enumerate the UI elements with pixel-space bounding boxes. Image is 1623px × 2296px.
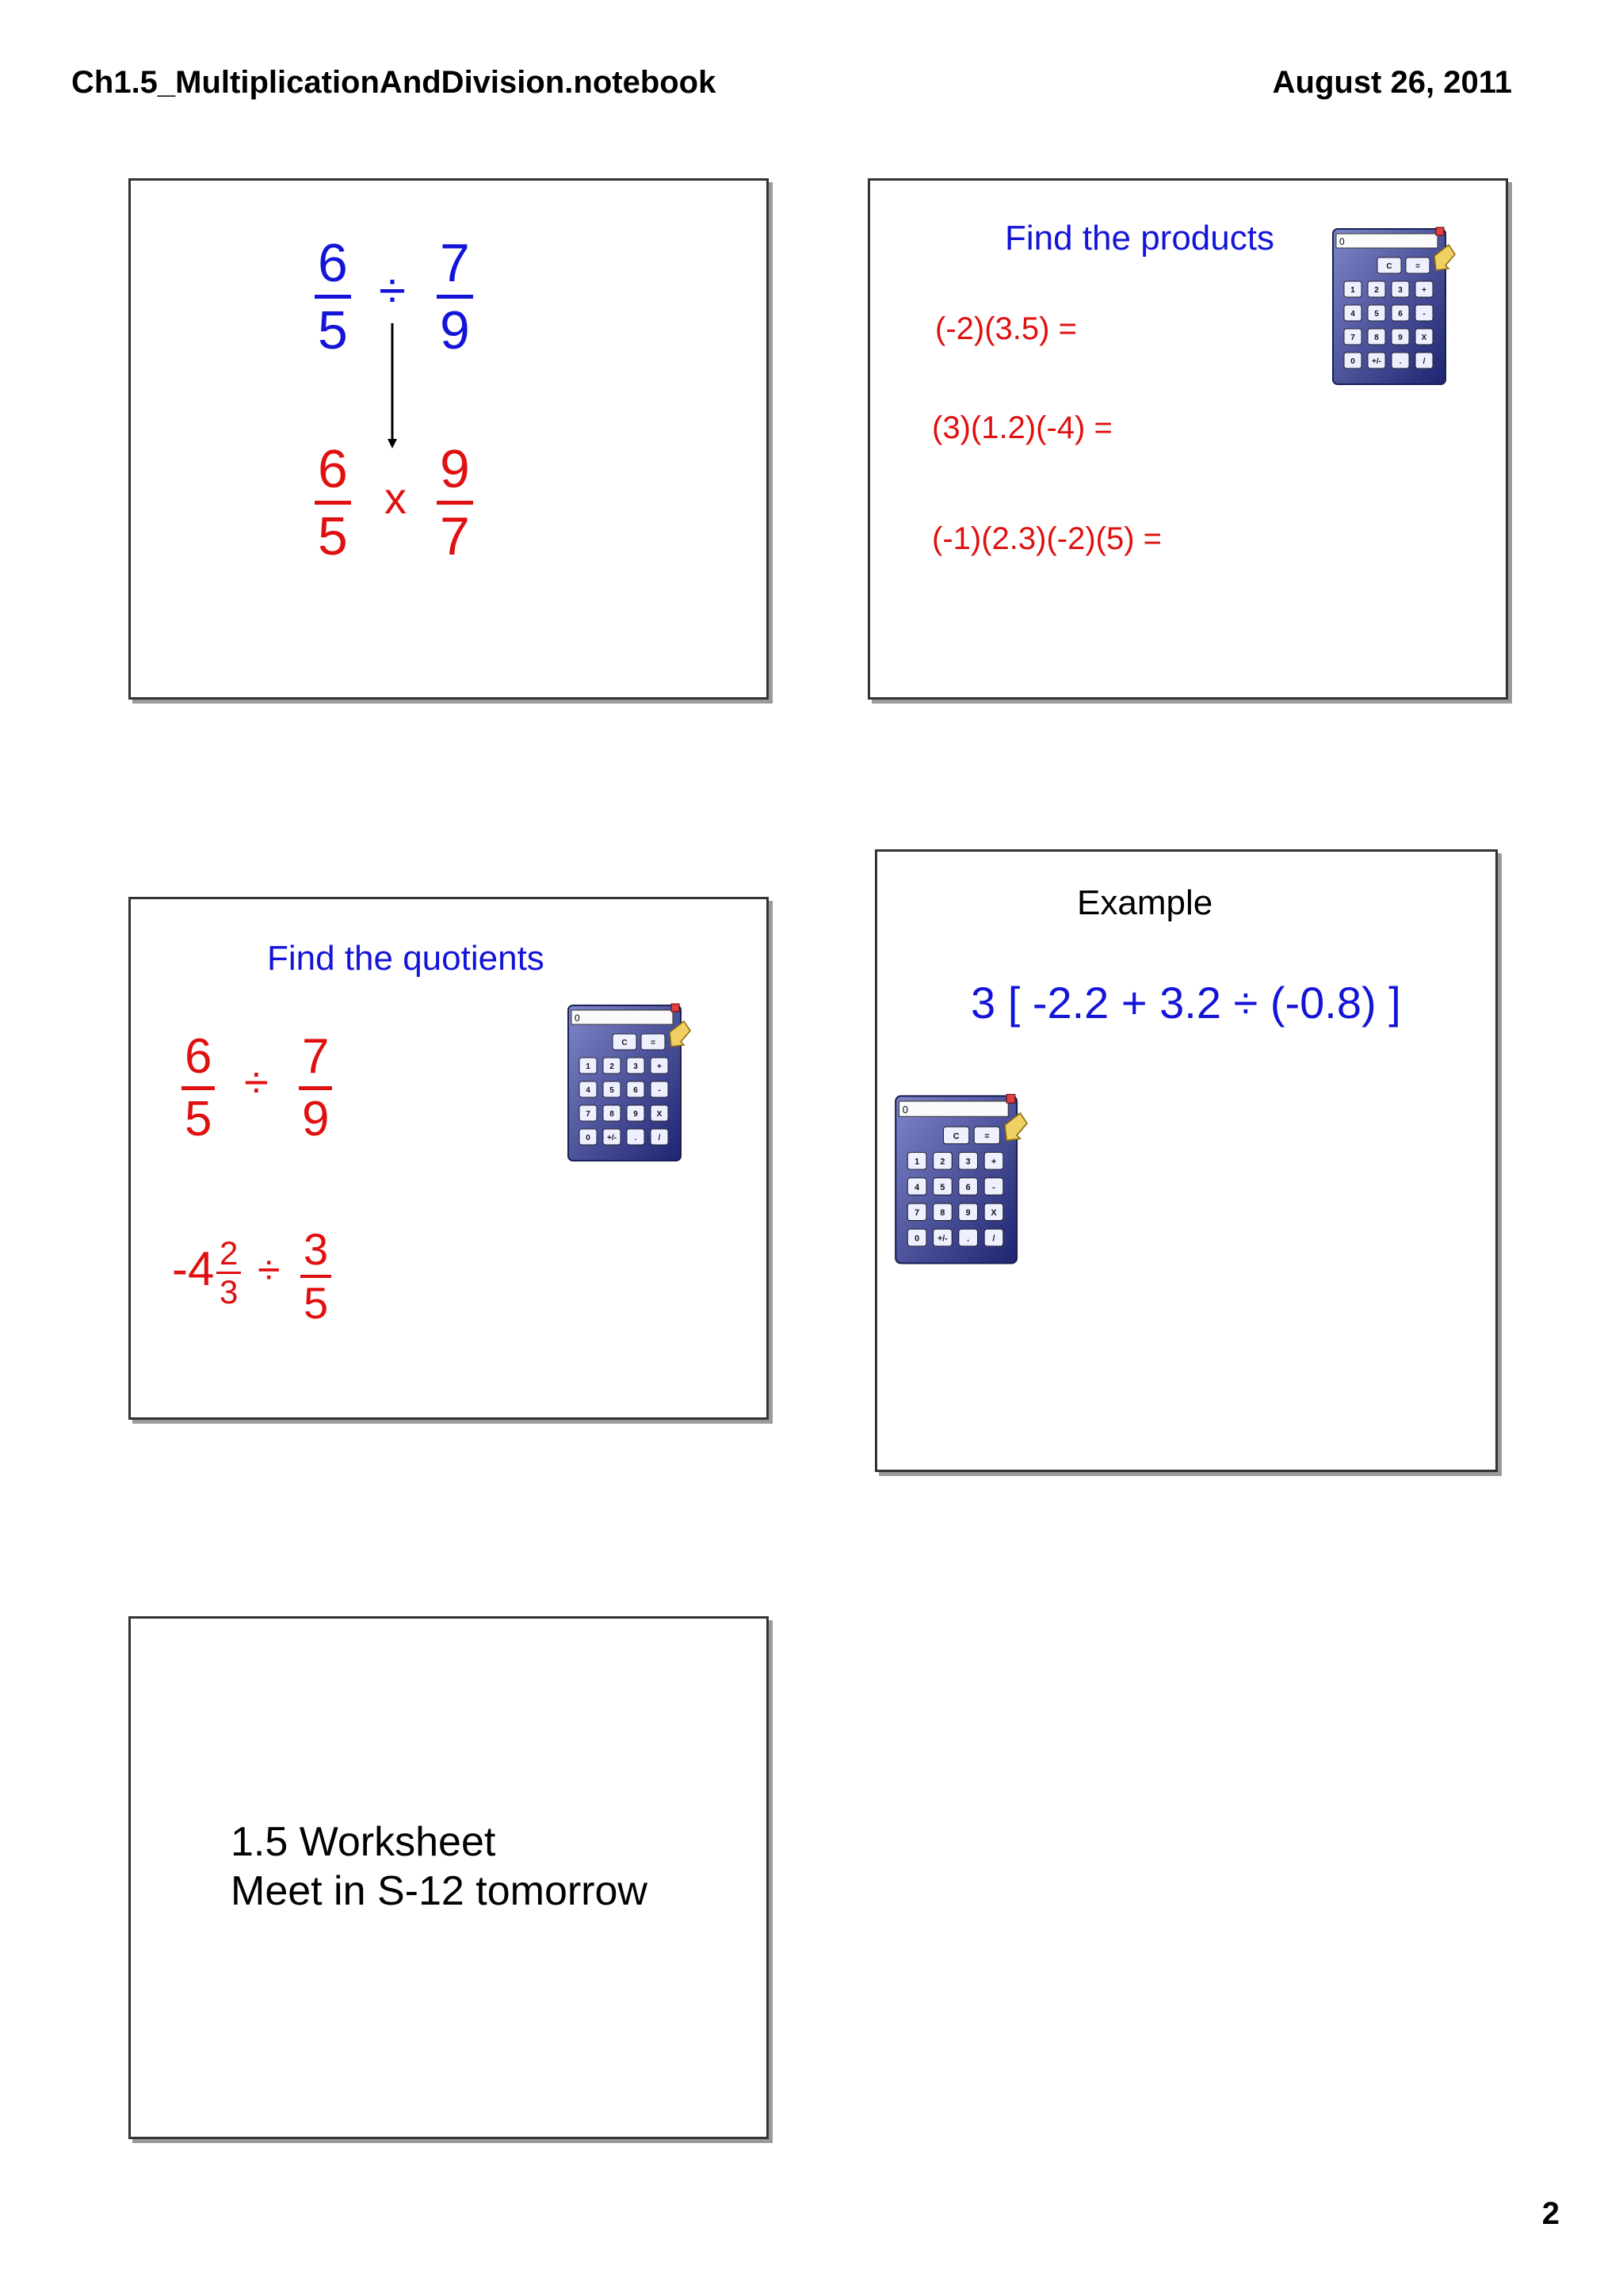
calculator-key[interactable] — [984, 1229, 1003, 1246]
multiplication-sign: x — [384, 473, 407, 523]
svg-text:9: 9 — [965, 1208, 971, 1219]
calculator-key[interactable] — [907, 1178, 926, 1196]
denominator: 9 — [302, 1092, 330, 1146]
svg-text:C: C — [1386, 262, 1392, 271]
calculator-key[interactable] — [1368, 281, 1385, 297]
calculator-key[interactable] — [1415, 329, 1433, 345]
svg-text:X: X — [991, 1208, 997, 1219]
homework-line-1: 1.5 Worksheet — [231, 1819, 496, 1865]
svg-text:.: . — [967, 1234, 970, 1244]
svg-text:+: + — [991, 1157, 997, 1167]
numerator: 3 — [300, 1227, 331, 1278]
svg-text:8: 8 — [1374, 334, 1379, 342]
svg-text:0: 0 — [1350, 357, 1355, 366]
svg-text:1: 1 — [1350, 286, 1355, 295]
calculator-key[interactable] — [1392, 353, 1409, 368]
calculator-key[interactable] — [984, 1203, 1003, 1221]
calculator-key[interactable] — [1344, 353, 1361, 368]
division-sign: ÷ — [379, 264, 407, 318]
slide-homework — [128, 1616, 769, 2139]
calculator-key[interactable] — [1415, 305, 1433, 321]
example-expression: 3 [ -2.2 + 3.2 ÷ (-0.8) ] — [971, 978, 1401, 1028]
denominator: 7 — [440, 506, 470, 566]
svg-text:.: . — [634, 1134, 637, 1142]
svg-text:5: 5 — [609, 1086, 614, 1095]
calculator-icon[interactable] — [565, 1001, 692, 1167]
calculator-key[interactable] — [579, 1129, 597, 1145]
calculator-key[interactable] — [934, 1152, 953, 1169]
fraction-nine-sevenths — [437, 439, 473, 566]
svg-text:8: 8 — [609, 1110, 614, 1119]
svg-text:8: 8 — [940, 1208, 945, 1219]
calculator-key[interactable] — [579, 1105, 597, 1121]
fraction-three-fifths — [300, 1224, 331, 1328]
calculator-key[interactable] — [627, 1105, 644, 1121]
svg-text:+/-: +/- — [937, 1234, 948, 1244]
numerator: 6 — [315, 442, 351, 505]
svg-text:0: 0 — [586, 1134, 590, 1142]
svg-text:4: 4 — [915, 1182, 920, 1192]
svg-text:7: 7 — [1350, 334, 1355, 342]
document-date: August 26, 2011 — [1272, 65, 1512, 100]
product-problem-1: (-2)(3.5) = — [935, 311, 1077, 346]
calculator-key[interactable] — [651, 1129, 668, 1145]
mixed-number-fraction — [216, 1234, 241, 1310]
svg-text:7: 7 — [915, 1208, 920, 1219]
calculator-key[interactable] — [959, 1152, 978, 1169]
page-number: 2 — [1541, 2196, 1560, 2231]
calculator-key[interactable] — [943, 1127, 968, 1144]
calculator-key[interactable] — [907, 1229, 926, 1246]
slide-title: Find the products — [1005, 219, 1274, 257]
svg-text:=: = — [1415, 262, 1420, 271]
calculator-key[interactable] — [984, 1178, 1003, 1196]
calculator-key[interactable] — [907, 1152, 926, 1169]
svg-text:4: 4 — [586, 1086, 590, 1095]
calculator-icon[interactable] — [1330, 224, 1457, 391]
calculator-display: 0 — [902, 1103, 909, 1116]
svg-text:3: 3 — [965, 1157, 971, 1167]
calculator-key[interactable] — [959, 1203, 978, 1221]
calculator-key[interactable] — [959, 1229, 978, 1246]
down-arrow-icon — [384, 323, 400, 450]
calculator-key[interactable] — [603, 1081, 621, 1097]
product-problem-3: (-1)(2.3)(-2)(5) = — [932, 521, 1163, 556]
svg-text:2: 2 — [1374, 286, 1379, 295]
numerator: 7 — [437, 236, 473, 299]
fraction-six-fifths — [315, 233, 351, 360]
calculator-key[interactable] — [627, 1058, 644, 1074]
mixed-number-whole: -4 — [172, 1242, 215, 1295]
svg-text:+: + — [657, 1062, 662, 1071]
fraction-six-fifths — [181, 1029, 215, 1146]
svg-text:6: 6 — [965, 1182, 971, 1192]
svg-text:1: 1 — [915, 1157, 920, 1167]
product-problem-2: (3)(1.2)(-4) = — [932, 410, 1113, 445]
calculator-key[interactable] — [579, 1058, 597, 1074]
svg-text:9: 9 — [633, 1110, 638, 1119]
svg-text:3: 3 — [1398, 286, 1403, 295]
calculator-display: 0 — [575, 1013, 580, 1024]
denominator: 9 — [440, 300, 470, 360]
calculator-key[interactable] — [934, 1178, 953, 1196]
svg-text:2: 2 — [609, 1062, 614, 1071]
numerator: 2 — [216, 1237, 241, 1274]
calculator-key[interactable] — [1344, 281, 1361, 297]
calculator-key[interactable] — [1368, 305, 1385, 321]
svg-text:.: . — [1399, 357, 1402, 366]
numerator: 7 — [299, 1032, 332, 1090]
calculator-key[interactable] — [974, 1127, 999, 1144]
slide-division-to-multiplication — [128, 178, 769, 700]
svg-text:=: = — [651, 1039, 655, 1047]
denominator: 5 — [185, 1092, 212, 1146]
svg-text:7: 7 — [586, 1110, 590, 1119]
calculator-key[interactable] — [1392, 281, 1409, 297]
fraction-six-fifths-red — [315, 439, 351, 566]
homework-line-2: Meet in S-12 tomorrow — [231, 1868, 647, 1914]
svg-text:1: 1 — [586, 1062, 590, 1071]
calculator-key[interactable] — [1415, 281, 1433, 297]
svg-text:6: 6 — [1398, 310, 1403, 318]
document-title: Ch1.5_MultiplicationAndDivision.notebook — [71, 65, 716, 100]
slide-example — [875, 849, 1498, 1472]
slide-title: Find the quotients — [267, 939, 544, 978]
calculator-key[interactable] — [651, 1081, 668, 1097]
denominator: 5 — [318, 506, 348, 566]
svg-text:X: X — [656, 1110, 663, 1119]
calculator-key[interactable] — [1344, 329, 1361, 345]
svg-text:4: 4 — [1350, 310, 1355, 318]
denominator: 5 — [318, 300, 348, 360]
svg-text:-: - — [658, 1086, 661, 1095]
calculator-key[interactable] — [1415, 353, 1433, 368]
calculator-key[interactable] — [641, 1034, 665, 1050]
svg-text:/: / — [992, 1234, 995, 1244]
calculator-key[interactable] — [1368, 329, 1385, 345]
calculator-key[interactable] — [1406, 257, 1430, 273]
calculator-display: 0 — [1339, 236, 1345, 247]
slide-find-quotients — [128, 897, 769, 1420]
calculator-icon[interactable] — [892, 1091, 1029, 1270]
fraction-seven-ninths — [437, 233, 473, 360]
calculator-key[interactable] — [651, 1058, 668, 1074]
division-sign: ÷ — [244, 1057, 269, 1107]
calculator-key[interactable] — [627, 1129, 644, 1145]
svg-text:+/-: +/- — [607, 1134, 617, 1142]
svg-text:3: 3 — [633, 1062, 638, 1071]
calculator-key[interactable] — [1377, 257, 1401, 273]
fraction-seven-ninths — [299, 1029, 332, 1146]
calculator-key[interactable] — [984, 1152, 1003, 1169]
calculator-key[interactable] — [603, 1105, 621, 1121]
svg-text:-: - — [1423, 310, 1426, 318]
calculator-key[interactable] — [934, 1229, 953, 1246]
numerator: 9 — [437, 442, 473, 505]
svg-text:C: C — [621, 1039, 628, 1047]
slide-title: Example — [1077, 883, 1213, 922]
numerator: 6 — [315, 236, 351, 299]
slide-find-products — [868, 178, 1508, 700]
svg-text:+: + — [1422, 286, 1426, 295]
division-sign: ÷ — [258, 1247, 281, 1293]
calculator-key[interactable] — [934, 1203, 953, 1221]
calculator-key[interactable] — [907, 1203, 926, 1221]
calculator-key[interactable] — [603, 1058, 621, 1074]
denominator: 3 — [220, 1273, 239, 1310]
svg-text:5: 5 — [1374, 310, 1379, 318]
calculator-key[interactable] — [1392, 305, 1409, 321]
svg-text:X: X — [1421, 334, 1427, 342]
svg-text:/: / — [658, 1134, 661, 1142]
svg-text:0: 0 — [915, 1234, 920, 1244]
svg-text:C: C — [953, 1131, 960, 1142]
svg-text:/: / — [1423, 357, 1426, 366]
numerator: 6 — [181, 1032, 215, 1090]
denominator: 5 — [304, 1278, 329, 1328]
svg-text:+/-: +/- — [1372, 357, 1381, 366]
svg-text:-: - — [992, 1182, 995, 1192]
calculator-key[interactable] — [959, 1178, 978, 1196]
calculator-key[interactable] — [1368, 353, 1385, 368]
calculator-key[interactable] — [603, 1129, 621, 1145]
calculator-key[interactable] — [627, 1081, 644, 1097]
svg-text:6: 6 — [633, 1086, 638, 1095]
svg-text:5: 5 — [940, 1182, 945, 1192]
svg-text:9: 9 — [1398, 334, 1403, 342]
calculator-key[interactable] — [1344, 305, 1361, 321]
svg-text:=: = — [984, 1131, 990, 1142]
calculator-key[interactable] — [579, 1081, 597, 1097]
calculator-key[interactable] — [1392, 329, 1409, 345]
svg-text:2: 2 — [940, 1157, 945, 1167]
calculator-key[interactable] — [613, 1034, 636, 1050]
calculator-key[interactable] — [651, 1105, 668, 1121]
